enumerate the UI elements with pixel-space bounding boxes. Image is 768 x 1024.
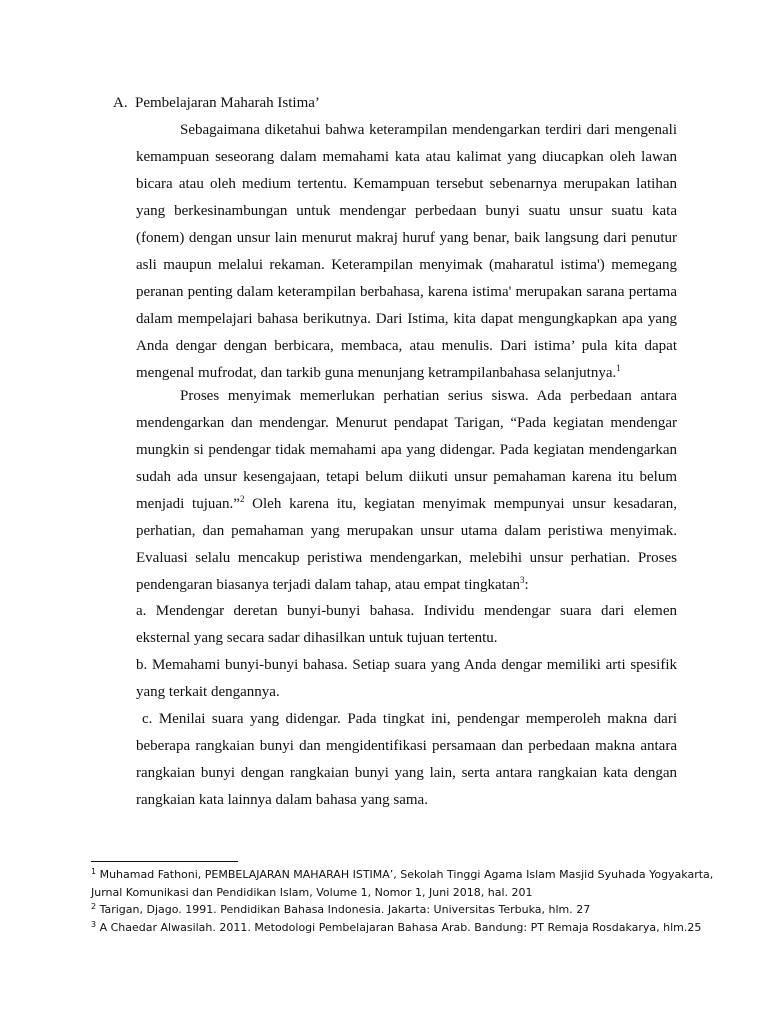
list-item-c-cont: rangkaian kata lainnya dalam bahasa yang sama. xyxy=(136,792,428,808)
footnote-1 xyxy=(91,866,714,884)
text-line: Evaluasi selalu mencakup peristiwa mendengarkan, melebihi unsur perhatian. Proses xyxy=(136,550,677,566)
text-line: peranan penting dalam keterampilan berbahasa, karena istima' merupakan sarana pertama xyxy=(136,284,677,300)
text-line: bicara atau oleh medium tertentu. Kemampuan tersebut sebenarnya merupakan latihan xyxy=(136,176,677,192)
footnote-3 xyxy=(91,919,702,937)
section-heading xyxy=(113,93,320,113)
text-line: kemampuan seseorang dalam memahami kata atau kalimat yang diucapkan oleh lawan xyxy=(136,149,677,165)
text-line: Sebagaimana diketahui bahwa keterampilan mendengarkan terdiri dari mengenali xyxy=(180,122,677,138)
footnote-number: 1 xyxy=(91,867,97,876)
footnote-text: Tarigan, Djago. 1991. Pendidikan Bahasa Indonesia. Jakarta: Universitas Terbuka, hlm. 27 xyxy=(96,903,591,916)
list-item-b-cont: yang terkait dengannya. xyxy=(136,684,280,700)
footnote-2 xyxy=(91,901,691,919)
footnote-text: Muhamad Fathoni, PEMBELAJARAN MAHARAH ISTIMA’, Sekolah Tinggi Agama Islam Masjid Syuhada Yogyakarta, xyxy=(96,868,714,881)
text-line xyxy=(136,572,677,599)
list-item-c: c. Menilai suara yang didengar. Pada tingkat ini, pendengar memperoleh makna dari xyxy=(142,711,677,727)
footnotes xyxy=(91,866,714,936)
text-line: yang berkesinambungan untuk mendengar perbedaan bunyi suatu unsur suatu kata xyxy=(136,203,677,219)
footnote-number: 2 xyxy=(91,902,97,911)
text-line: Anda dengar dengan berbicara, membaca, atau menulis. Dari istima’ pula kita dapat xyxy=(136,338,677,354)
paragraph-2 xyxy=(136,383,677,599)
text-line: (fonem) dengan unsur lain menurut makraj huruf yang benar, baik langsung dari penutur xyxy=(136,230,677,246)
text-line: asli maupun melalui rekaman. Keterampilan menyimak (maharatul istima') memegang xyxy=(136,257,677,273)
text-fragment: Oleh karena itu, kegiatan menyimak mempunyai unsur kesadaran, xyxy=(244,496,678,512)
footnote-ref-1[interactable]: 1 xyxy=(616,363,621,373)
text-line: Proses menyimak memerlukan perhatian serius siswa. Ada perbedaan antara xyxy=(180,388,677,404)
text-line: perhatian, dan pemahaman yang merupakan unsur utama dalam peristiwa menyimak. xyxy=(136,523,677,539)
footnote-number: 3 xyxy=(91,919,97,929)
footnote-ref-3[interactable]: 3 xyxy=(520,575,525,585)
stages-list xyxy=(136,598,677,814)
text-fragment: mengenal mufrodat, dan tarkib guna menunjang ketrampilanbahasa selanjutnya. xyxy=(136,365,617,381)
text-fragment: pendengaran biasanya terjadi dalam tahap, atau empat tingkatan xyxy=(136,577,521,593)
footnote-ref-2[interactable]: 2 xyxy=(239,494,245,504)
list-item-a-cont: eksternal yang secara sadar dihasilkan untuk tujuan tertentu. xyxy=(136,630,498,646)
footnote-text: A Chaedar Alwasilah. 2011. Metodologi Pembelajaran Bahasa Arab. Bandung: PT Remaja Rosdakarya, hlm.25 xyxy=(96,920,702,934)
footnote-separator xyxy=(91,861,238,862)
list-item-b: b. Memahami bunyi-bunyi bahasa. Setiap suara yang Anda dengar memiliki arti spesifik xyxy=(136,657,677,673)
list-item-c-cont: beberapa rangkaian bunyi dan mengidentifikasi persamaan dan perbedaan makna antara xyxy=(136,738,677,754)
section-title: Pembelajaran Maharah Istima’ xyxy=(135,95,320,111)
list-item-a: a. Mendengar deretan bunyi-bunyi bahasa. Individu mendengar suara dari elemen xyxy=(136,603,677,619)
list-item-c-cont: rangkaian bunyi dengan rangkaian bunyi yang lain, serta antara rangkaian kata dengan xyxy=(136,765,677,781)
footnote-1-cont: Jurnal Komunikasi dan Pendidikan Islam, Volume 1, Nomor 1, Juni 2018, hal. 201 xyxy=(91,885,533,899)
text-line: mungkin si pendengar tidak memahami apa yang didengar. Pada kegiatan mendengarkan xyxy=(136,442,677,458)
text-line: sudah ada unsur kesengajaan, tetapi belum diikuti unsur pemahaman karena itu belum xyxy=(136,469,677,485)
text-fragment: menjadi tujuan.” xyxy=(136,496,240,512)
text-line: mendengarkan dan mendengar. Menurut pendapat Tarigan, “Pada kegiatan mendengar xyxy=(136,415,677,431)
paragraph-1 xyxy=(136,117,677,387)
text-fragment: : xyxy=(524,577,529,593)
section-number: A. xyxy=(113,95,128,111)
text-line: dalam mempelajari bahasa berikutnya. Dari Istima, kita dapat mengungkapkan apa yang xyxy=(136,311,677,327)
text-line xyxy=(136,491,677,518)
